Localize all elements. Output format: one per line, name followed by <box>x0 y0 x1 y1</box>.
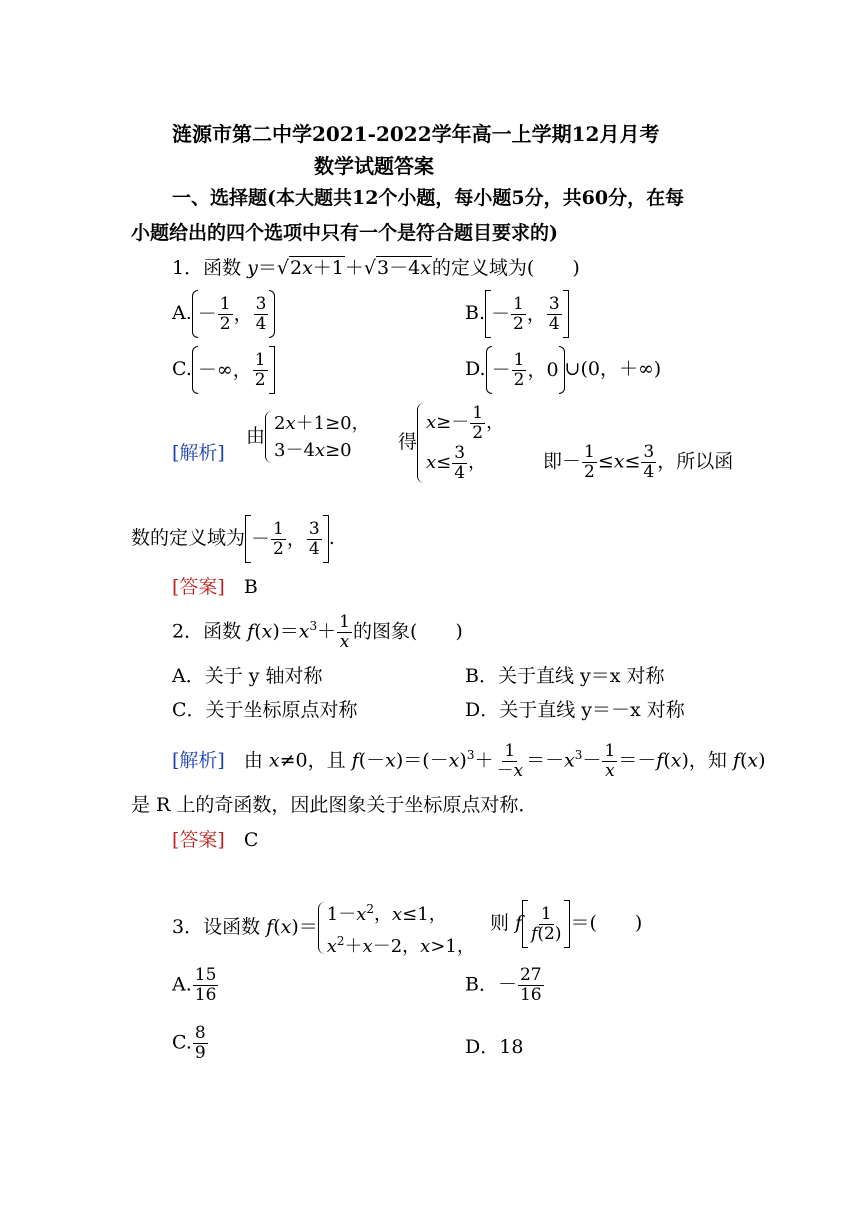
q3-stem: 3．设函数 f(x)＝ $1-x^2$，x≤1， $x^2+x-2$，x>1， <box>172 902 475 957</box>
q1-option-a: A. － $\frac{1}{2}$ ， $\frac{3}{4}$ <box>172 290 275 338</box>
q2-answer-value: C <box>243 829 259 851</box>
q1-analysis-result: 得 x≥－ $\frac{1}{2}$ ， x≤ $\frac{3}{4}$ ， <box>398 402 505 483</box>
section-heading-line1: 一、选择题(本大题共12个小题，每小题5分，共60分，在每 <box>172 187 685 209</box>
q2-option-a: A．关于 y 轴对称 <box>172 665 323 687</box>
q1-answer-label: [答案] <box>172 576 225 598</box>
q2-stem: 2．函数 $f(x)=x^3+$ $\frac{1}{x}$ 的图象( ) <box>172 612 463 652</box>
q1-analysis-system: 由 2x＋1≥0， 3－4x≥0 <box>246 413 370 461</box>
q2-analysis-line2: 是 R 上的奇函数，因此图象关于坐标原点对称． <box>131 794 538 816</box>
q1-analysis-label: [解析] <box>172 442 225 464</box>
q2-answer-row <box>172 828 258 852</box>
q3-option-d: D．18 <box>465 1036 524 1058</box>
q1-option-d: D. － $\frac{1}{2}$ ，0 ∪(0，＋∞) <box>465 346 661 394</box>
q2-option-c: C．关于坐标原点对称 <box>172 699 358 721</box>
q2-option-d: D．关于直线 y＝－x 对称 <box>465 699 685 721</box>
q2-option-b: B．关于直线 y＝x 对称 <box>465 665 665 687</box>
q3-option-b: B．－ $\frac{27}{16}$ <box>465 965 542 1005</box>
q1-option-b: B. － $\frac{1}{2}$ ， $\frac{3}{4}$ <box>465 290 569 338</box>
q1-option-c: C. －∞， $\frac{1}{2}$ <box>172 346 275 394</box>
section-heading-line2: 小题给出的四个选项中只有一个是符合题目要求的) <box>131 222 558 244</box>
q2-analysis-label: [解析] <box>172 749 225 772</box>
q2-analysis: [解析] 由 x≠0，且 $f(-x)=(-x)^3+$ $\frac{1}{-x}$ $=-x^3-$ $\frac{1}{x}$ ＝－f(x)，知 f(x) <box>172 741 766 781</box>
q1-analysis-line2: 数的定义域为 － $\frac{1}{2}$ ， $\frac{3}{4}$ . <box>131 515 335 563</box>
q3-option-a: A. $\frac{15}{16}$ <box>172 965 217 1005</box>
q3-option-c: C. $\frac{8}{9}$ <box>172 1023 206 1063</box>
q1-answer-value: B <box>243 576 258 598</box>
page-title: 涟源市第二中学2021-2022学年高一上学期12月月考 <box>172 122 660 146</box>
q3-stem-tail: 则 f $\frac{1}{f(2)}$ ＝( ) <box>490 900 642 948</box>
q1-stem: 1．函数 y＝√2x＋1＋√3－4x的定义域为( ) <box>172 257 580 279</box>
q1-analysis-conclusion: 即－ $\frac{1}{2}$ ≤x≤ $\frac{3}{4}$ ，所以函 <box>543 442 734 482</box>
page-subtitle: 数学试题答案 <box>314 154 434 178</box>
q2-answer-label: [答案] <box>172 829 225 851</box>
q1-explain-tail: 数的定义域为 <box>131 527 246 549</box>
q1-answer-row <box>172 575 258 599</box>
